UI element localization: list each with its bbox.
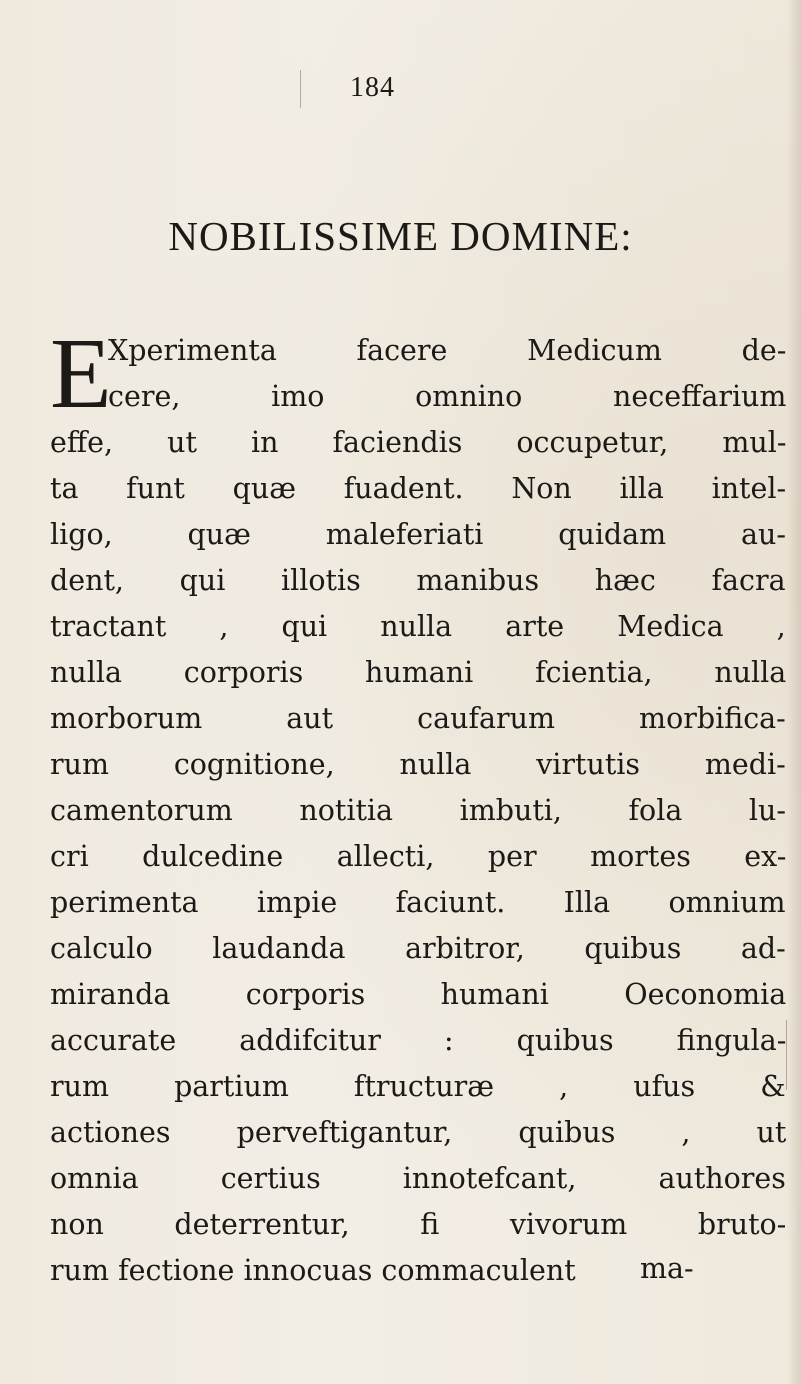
text-line: ligo, quæ maleferiati quidam au- [50, 518, 786, 551]
drop-cap-initial: E [50, 328, 112, 423]
text-line: miranda corporis humani Oeconomia [50, 978, 787, 1011]
text-line: rum cognitione, nulla virtutis medi- [50, 748, 786, 781]
text-line: nulla corporis humani fcientia, nulla [50, 656, 787, 689]
text-line: ta funt quæ fuadent. Non illa intel- [50, 472, 787, 505]
text-line: effe, ut in faciendis occupetur, mul- [50, 426, 787, 459]
text-line: Xperimenta facere Medicum de- [108, 334, 787, 367]
text-line: calculo laudanda arbitror, quibus ad- [50, 932, 786, 965]
catchword: ma- [640, 1252, 694, 1285]
page-heading: NOBILISSIME DOMINE: [168, 213, 633, 259]
text-line: perimenta impie faciunt. Illa omnium [50, 886, 786, 919]
margin-mark [300, 70, 301, 108]
text-line: rum partium ftructuræ , ufus & [50, 1070, 786, 1103]
text-line: dent, qui illotis manibus hæc facra [50, 564, 786, 597]
text-line: accurate addifcitur : quibus fingula- [50, 1024, 787, 1057]
text-line: morborum aut caufarum morbifica- [50, 702, 786, 735]
text-line: camentorum notitia imbuti, fola lu- [50, 794, 786, 827]
text-line: cri dulcedine allecti, per mortes ex- [50, 840, 787, 873]
text-line: omnia certius innotefcant, authores [50, 1162, 786, 1195]
text-line: rum fectione innocuas commaculent [50, 1254, 576, 1287]
text-line: non deterrentur, fi vivorum bruto- [50, 1208, 787, 1241]
text-line: tractant , qui nulla arte Medica , [50, 610, 786, 643]
text-line: actiones perveftigantur, quibus , ut [50, 1116, 787, 1149]
page-edge-shadow [787, 0, 801, 1384]
page-number: 184 [350, 72, 395, 103]
text-line: cere, imo omnino neceffarium [108, 380, 787, 413]
